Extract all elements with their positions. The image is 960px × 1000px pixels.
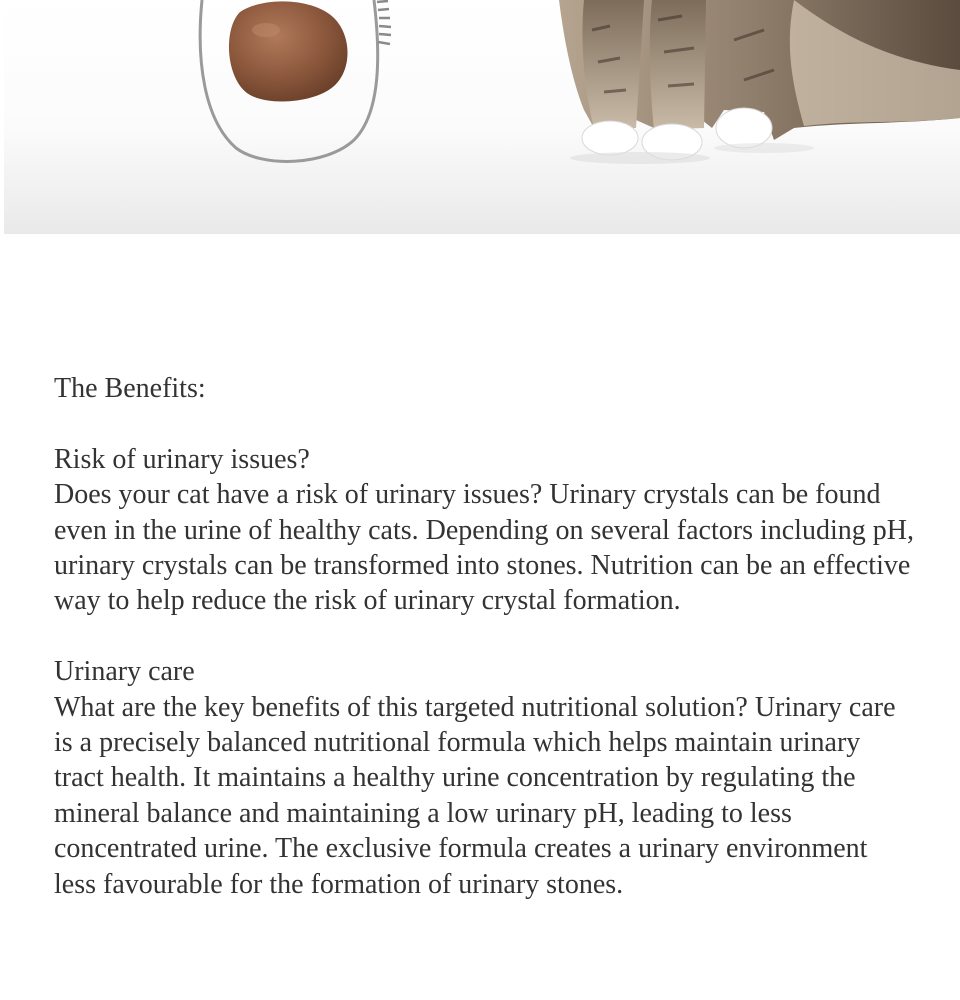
hero-banner [4,0,960,234]
section-title-urinary-risk: Risk of urinary issues? [54,443,310,475]
cat-with-kibble-photo [4,0,960,234]
section-title-urinary-care: Urinary care [54,656,195,688]
cat-illustration [559,0,960,164]
section-body-urinary-risk: Does your cat have a risk of urinary issues? Urinary crystals can be found even in the urine of healthy cats. Depending on several factors including pH, urinary crystals can be transformed into stones. Nutrition can be an effective way to help reduce the risk of urinary crystal formation. [54,479,914,617]
benefits-heading: The Benefits: [54,373,206,404]
spacer [54,406,914,441]
kibble-illustration [200,0,391,161]
section-body-urinary-care: What are the key benefits of this targeted nutritional solution? Urinary care is a precisely balanced nutritional formula which helps maintain urinary tract health. It maintains a healthy urine concentration by regulating the mineral balance and maintaining a low urinary pH, leading to less concentrated urine. The exclusive formula creates a urinary environment less favourable for the formation of urinary stones. [54,691,896,900]
benefits-content [54,371,914,902]
spacer [54,619,914,654]
